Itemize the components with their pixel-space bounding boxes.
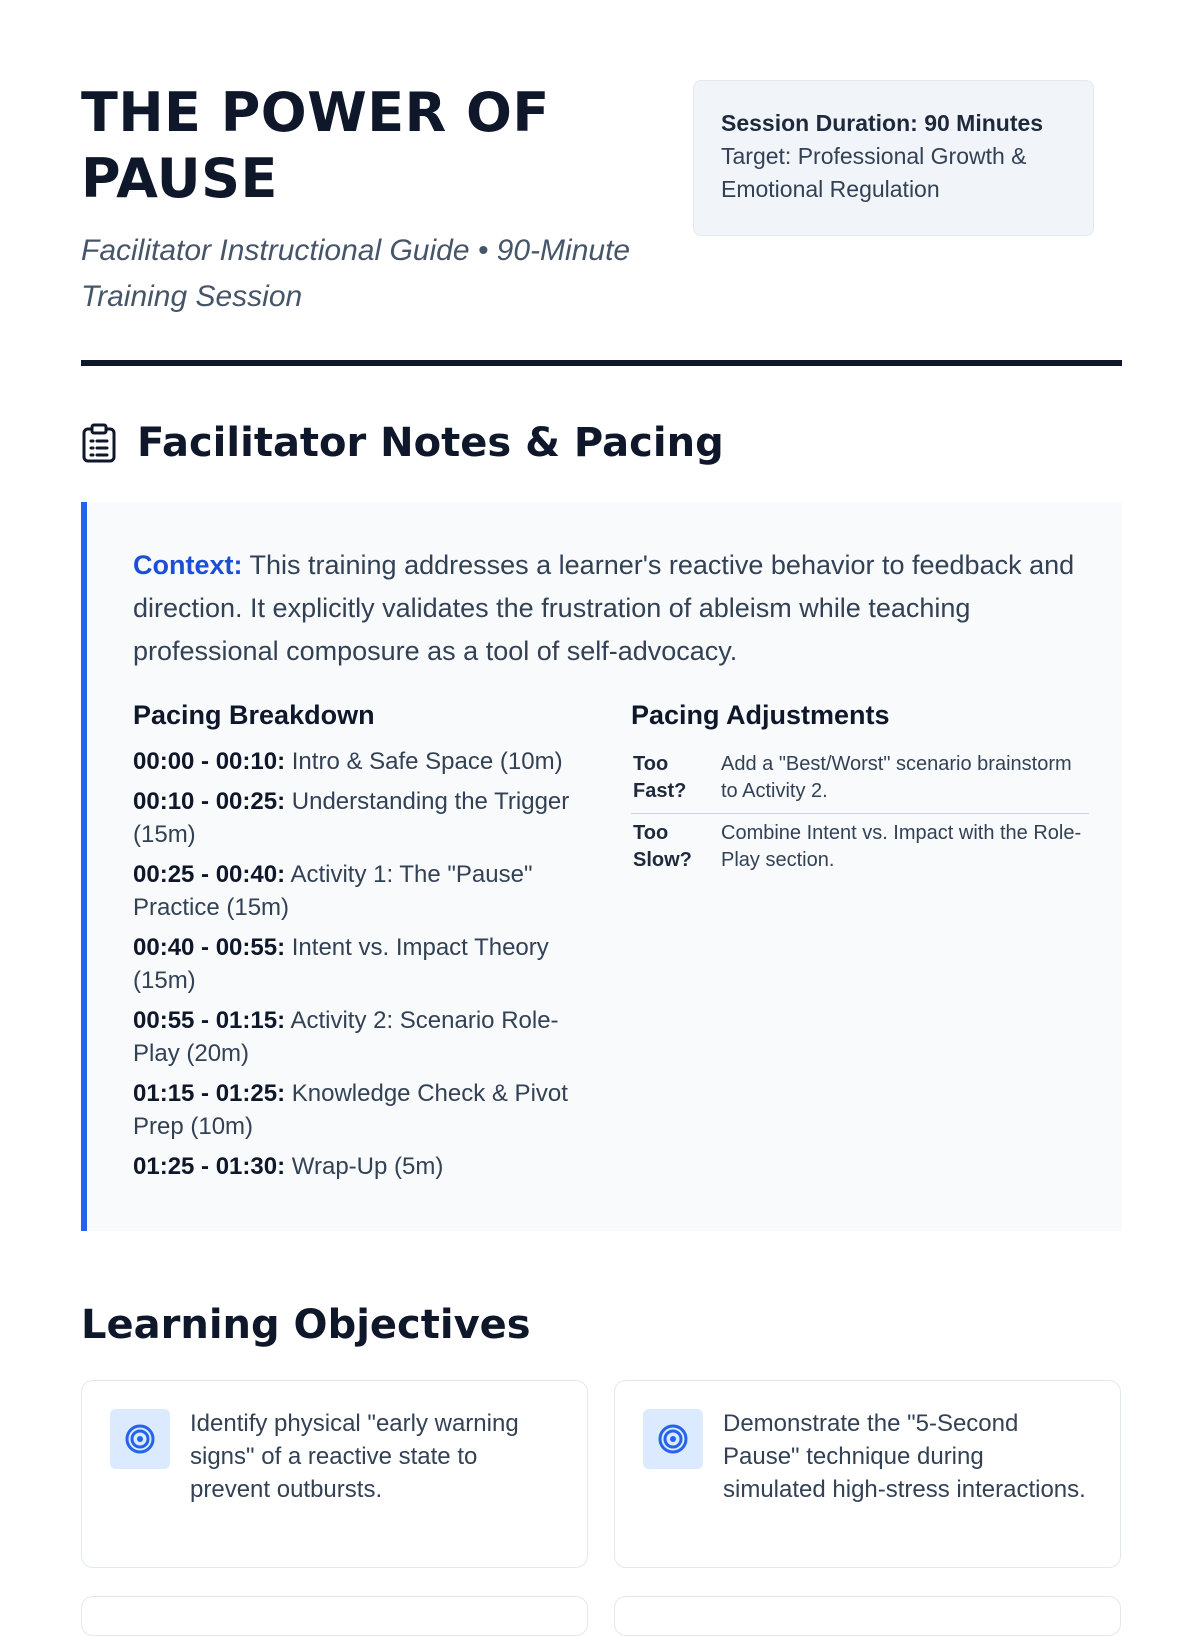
pacing-item [133, 745, 593, 778]
pacing-item [133, 1150, 593, 1183]
objectives-section-heading [81, 1302, 531, 1348]
notes-section-heading [81, 420, 724, 466]
objective-text: Identify physical "early warning signs" of a reactive state to prevent outbursts. [190, 1410, 519, 1503]
context-paragraph [133, 544, 1083, 673]
pacing-time: 00:10 - 00:25: [133, 788, 286, 815]
adjustment-label: Too Fast? [631, 745, 721, 814]
pacing-time: 00:40 - 00:55: [133, 934, 286, 961]
pacing-activity: Intent vs. Impact Theory (15m) [133, 934, 549, 994]
pacing-activity: Intro & Safe Space (10m) [285, 748, 563, 775]
objectives-section-title: Learning Objectives [81, 1302, 531, 1348]
objective-text: Demonstrate the "5-Second Pause" technique during simulated high-stress interactions. [723, 1410, 1086, 1503]
target-icon [643, 1409, 703, 1469]
notes-section-title: Facilitator Notes & Pacing [137, 420, 724, 466]
target-icon-graphic [124, 1423, 156, 1455]
pacing-time: 01:15 - 01:25: [133, 1080, 286, 1107]
objective-card-partial [614, 1596, 1121, 1636]
adjustment-row [631, 814, 1089, 883]
pacing-time: 00:55 - 01:15: [133, 1007, 286, 1034]
pacing-item [133, 1077, 593, 1143]
pacing-activity: Activity 2: Scenario Role-Play (20m) [133, 1007, 559, 1067]
pacing-item [133, 785, 593, 851]
adjustment-label: Too Slow? [633, 822, 692, 871]
pacing-activity: Wrap-Up (5m) [285, 1153, 444, 1180]
target-icon [110, 1409, 170, 1469]
pacing-item [133, 931, 593, 997]
clipboard-icon [81, 423, 117, 463]
session-info-box [693, 80, 1094, 236]
adjustments-table [631, 745, 1089, 882]
pacing-time: 01:25 - 01:30: [133, 1153, 286, 1180]
pacing-activity: Activity 1: The "Pause" Practice (15m) [133, 861, 533, 921]
context-label: Context: [133, 550, 243, 580]
page-subtitle: Facilitator Instructional Guide • 90-Minute Training Session [81, 234, 631, 313]
pacing-adjustments [631, 700, 1089, 882]
objective-card-partial [81, 1596, 588, 1636]
pacing-breakdown-title: Pacing Breakdown [133, 700, 375, 730]
pacing-adjustments-title: Pacing Adjustments [631, 700, 890, 730]
context-text: This training addresses a learner's reactive behavior to feedback and direction. It explicitly validates the frustration of ableism while teaching professional composure as a tool of self-advocacy. [133, 550, 1075, 666]
objective-card [81, 1380, 588, 1568]
pacing-activity: Understanding the Trigger (15m) [133, 788, 570, 848]
adjustment-text: Combine Intent vs. Impact with the Role-Play section. [721, 822, 1082, 871]
pacing-activity: Knowledge Check & Pivot Prep (10m) [133, 1080, 568, 1140]
pacing-breakdown [133, 700, 593, 1190]
header-divider [81, 360, 1122, 366]
objective-card [614, 1380, 1121, 1568]
target-icon-graphic [657, 1423, 689, 1455]
facilitator-notes-panel [81, 502, 1122, 1231]
adjustment-row [631, 745, 1089, 814]
pacing-time: 00:00 - 00:10: [133, 748, 286, 775]
session-target: Target: Professional Growth & Emotional Regulation [721, 143, 1027, 202]
pacing-time: 00:25 - 00:40: [133, 861, 286, 888]
pacing-item [133, 1004, 593, 1070]
pacing-list [133, 745, 593, 1183]
pacing-item [133, 858, 593, 924]
page-title: THE POWER OF PAUSE [81, 81, 550, 210]
adjustment-text: Add a "Best/Worst" scenario brainstorm to Activity 2. [721, 745, 1089, 814]
session-duration: Session Duration: 90 Minutes [721, 110, 1044, 136]
